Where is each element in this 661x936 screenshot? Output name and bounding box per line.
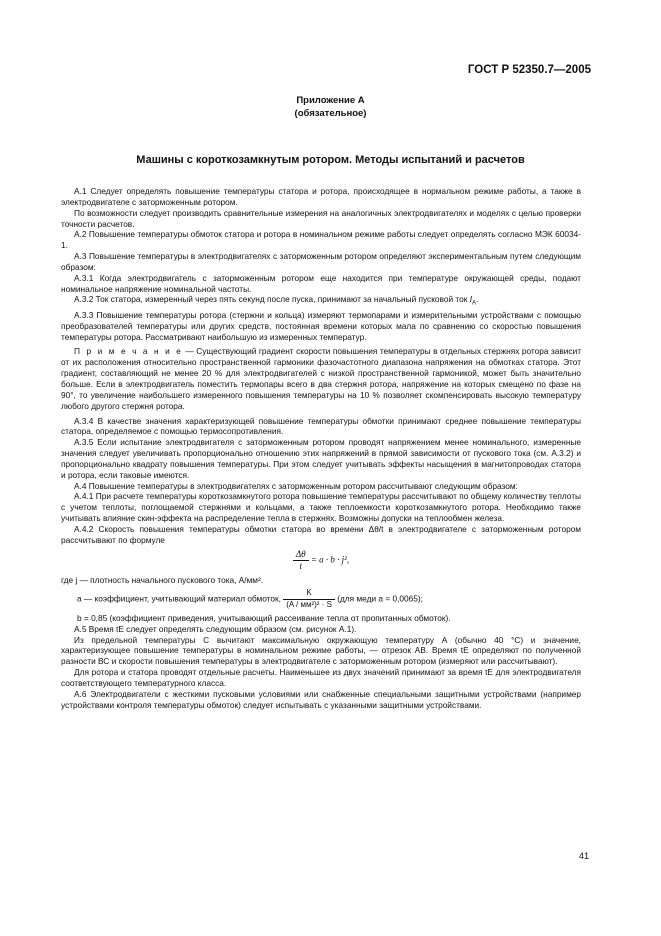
coefficient-denominator: (A / мм²)² · S — [286, 600, 332, 610]
note — [61, 346, 581, 411]
coefficient-fraction — [283, 588, 335, 611]
formula-fraction — [293, 549, 309, 572]
where-a — [61, 588, 581, 611]
where-j: где j — плотность начального пускового тока, А/мм². — [61, 575, 264, 586]
formula-rhs: = a · b · j², — [310, 554, 350, 565]
note-text: — Существующий градиент скорости повышения температуры в отдельных стержнях ротора зависит от их расположения относительно пространственной гармоники фазочастотного диапазона напряжения на обмотках статора. Этот градиент, составляющий не менее 20 % для электродвигателей с низкой пространственной гармоникой, может быть значительно больше. Если в электродвигатель поместить термопары всего в два стержня ротора, напряжение на которых смещено по фазе на 90°, то увеличение наибольшего измеренного повышения температуры на 10 % позволяет скомпенсировать высокую температуру любого другого стержня ротора. — [61, 346, 582, 411]
formula-numerator: Δθ — [293, 549, 309, 561]
start-current-symbol: I — [469, 294, 472, 305]
paragraph-a6: А.6 Электродвигатели с жесткими пусковыми условиями или снабженные специальными защитными устройствами (например устройствами контроля температуры обмоток) следует испытывать с указанными защитными устройствами. — [61, 688, 581, 710]
formula-denominator: t — [299, 560, 302, 571]
appendix-label: Приложение А — [296, 95, 365, 106]
paragraph-a3: А.3 Повышение температуры в электродвигателях с заторможенным ротором определяют экспериментальным путем следующим образом: — [61, 251, 581, 272]
document-header: ГОСТ Р 52350.7—2005 — [467, 64, 591, 76]
paragraph-a1b: По возможности следует производить сравнительные измерения на аналогичных электродвигателях и моделях с целью проверки точности расчетов. — [61, 207, 581, 229]
where-b: b = 0,85 (коэффициент приведения, учитывающий рассеивание тепла от пропитанных обмоток). — [77, 612, 451, 623]
paragraph-a5c: Для ротора и статора проводят отдельные расчеты. Наименьшее из двух значений принимают за время tE для электродвигателя соответствующего температурного класса. — [61, 667, 581, 688]
note-label: П р и м е ч а н и е — [74, 346, 183, 357]
where-a-note: (для меди a = 0,0065); — [337, 593, 423, 604]
paragraph-a2: А.2 Повышение температуры обмоток статора и ротора в номинальном режиме работы следует определять согласно МЭК 60034-1. — [61, 229, 581, 251]
appendix-status: (обязательное) — [294, 108, 367, 119]
paragraph-a5b: Из предельной температуры С вычитают максимальную окружающую температуру А (обычно 40 °С) и значение, характеризующее повышение температуры в номинальном режиме работы, — отрезок АВ. Время tE определяют по полученной разности ВС и скорости повышения температуры в электродвигателе с заторможенным ротором (измеряют или рассчитывают). — [61, 634, 581, 667]
paragraph-a3-4: А.3.4 В качестве значения характеризующей повышение температуры обмотки принимают среднее повышение температуры статора, определяемое с помощью термосопротивления. — [61, 415, 581, 437]
document-body — [61, 186, 581, 710]
where-a-text: a — коэффициент, учитывающий материал обмоток, — [77, 593, 281, 604]
paragraph-a3-3: А.3.3 Повышение температуры ротора (стержни и кольца) измеряют термопарами и измерительными устройствами с помощью преобразователей температуры или других средств, постоянная времени которых мала по сравнению со скоростью повышения температуры ротора. Рассматривают наибольшую из измеренных температур. — [61, 309, 581, 342]
paragraph-a5: А.5 Время tE следует определять следующим образом (см. рисунок А.1). — [74, 623, 357, 634]
coefficient-numerator: K — [283, 588, 335, 600]
formula — [61, 549, 581, 572]
appendix-heading — [0, 94, 661, 120]
paragraph-a3-2: А.3.2 Ток статора, измеренный через пять секунд после пуска, принимают за начальный пусковой ток $I_А$. — [74, 294, 479, 308]
paragraph-a4-2: А.4.2 Скорость повышения температуры обмотки статора во времени Δθ/t в электродвигателе с заторможенным ротором рассчитывают по формуле — [61, 523, 581, 545]
paragraph-a3-1: А.3.1 Когда электродвигатель с заторможенным ротором еще находится при температуре окружающей среды, подают номинальное напряжение номинальной частоты. — [61, 272, 581, 294]
section-title: Машины с короткозамкнутым ротором. Методы испытаний и расчетов — [136, 154, 525, 166]
page-number: 41 — [578, 851, 589, 861]
start-current-subscript: А — [472, 301, 477, 308]
paragraph-a4: А.4 Повышение температуры в электродвигателях с заторможенным ротором рассчитывают следующим образом: — [74, 480, 518, 491]
paragraph-a4-1: А.4.1 При расчете температуры короткозамкнутого ротора повышение температуры рассчитывают по общему количеству теплоты с учетом теплоты, поглощаемой стержнями и кольцами, а также теплоемкости короткозамкнутого ротора. Необходимо также учитывать влияние скин-эффекта на распределение тепла в стержнях. Возможны допуски на теплообмен железа. — [61, 491, 581, 524]
paragraph-a3-5: А.3.5 Если испытание электродвигателя с заторможенным ротором проводят напряжением менее номинального, измеренные значения следует увеличивать пропорционально отношению этих напряжений в прямой зависимости от пускового тока (см. А.3.2) и пропорционально квадрату повышения температуры. При этом следует учитывать эффекты насыщения в магнитопроводах статора и ротора, если таковые имеются. — [61, 437, 581, 480]
paragraph-a3-2-text: А.3.2 Ток статора, измеренный через пять секунд после пуска, принимают за начальный пусковой ток — [74, 294, 468, 305]
paragraph-a1: А.1 Следует определять повышение температуры статора и ротора, происходящее в нормальном режиме работы, а также в электродвигателе с заторможенным ротором. — [61, 186, 581, 207]
